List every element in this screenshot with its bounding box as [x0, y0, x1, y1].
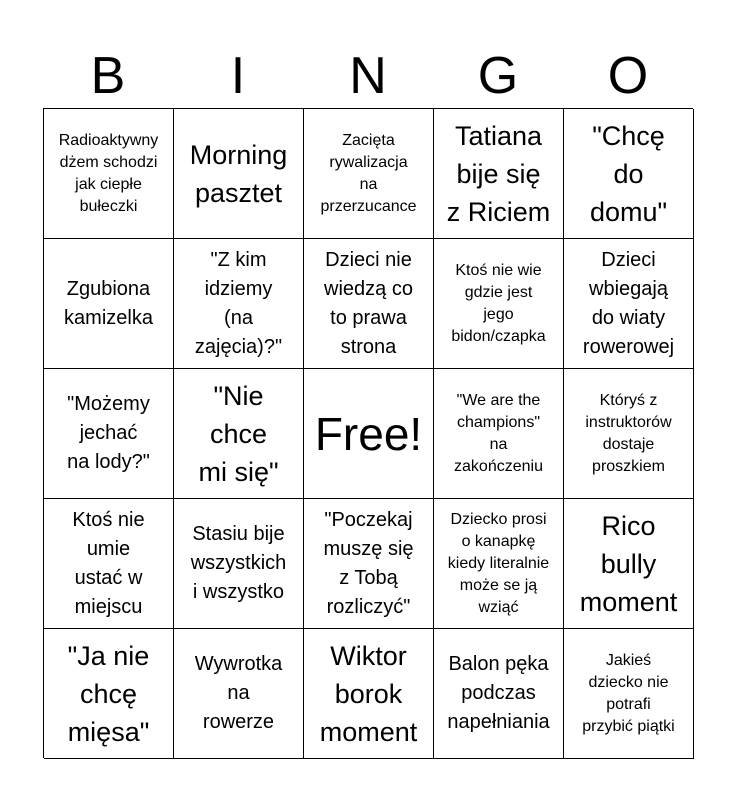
bingo-cell-label: Tatiana bije się z Riciem — [446, 120, 551, 227]
bingo-cell-label: Ktoś nie wie gdzie jest jego bidon/czapka — [451, 261, 546, 345]
bingo-cell-label: Rico bully moment — [579, 510, 678, 617]
bingo-cell-label: Zacięta rywalizacja na przerzucance — [320, 131, 417, 215]
bingo-cell-label: Radioaktywny dżem schodzi jak ciepłe bułeczki — [58, 131, 159, 215]
bingo-cell-label: Dziecko prosi o kanapkę kiedy literalnie może se ją wziąć — [447, 510, 550, 616]
bingo-cell[interactable] — [174, 369, 304, 499]
bingo-cell[interactable] — [304, 239, 434, 369]
bingo-cell-label: "We are the champions" na zakończeniu — [454, 391, 543, 475]
bingo-cell[interactable] — [304, 109, 434, 239]
bingo-cell[interactable] — [174, 109, 304, 239]
bingo-cell-label: Ktoś nie umie ustać w miejscu — [72, 508, 145, 618]
bingo-cell-label: Wywrotka na rowerze — [194, 653, 283, 733]
bingo-cell-label: Jakieś dziecko nie potrafi przybić piątki — [582, 651, 675, 735]
bingo-cell-label: Stasiu bije wszystkich i wszystko — [190, 523, 287, 603]
bingo-cell-label: "Nie chce mi się" — [198, 380, 279, 487]
bingo-cell[interactable] — [564, 239, 694, 369]
bingo-cell[interactable] — [564, 499, 694, 629]
header-letter-i: I — [230, 47, 246, 105]
bingo-cell[interactable] — [174, 499, 304, 629]
bingo-cell[interactable] — [434, 369, 564, 499]
bingo-cell[interactable] — [44, 239, 174, 369]
header-letter-g: G — [477, 47, 519, 105]
bingo-cell[interactable] — [44, 499, 174, 629]
bingo-cell-label: "Chcę do domu" — [589, 120, 668, 227]
bingo-cell[interactable] — [304, 499, 434, 629]
bingo-cell-label: "Poczekaj muszę się z Tobą rozliczyć" — [323, 508, 414, 618]
bingo-cell[interactable] — [44, 369, 174, 499]
bingo-cell-free[interactable] — [304, 369, 434, 499]
bingo-cell[interactable] — [174, 239, 304, 369]
bingo-cell[interactable] — [44, 629, 174, 759]
bingo-cell[interactable] — [304, 629, 434, 759]
bingo-board — [43, 108, 693, 758]
header-letter-n: N — [349, 47, 387, 105]
bingo-cell-label: Morning pasztet — [189, 139, 288, 208]
bingo-cell[interactable] — [174, 629, 304, 759]
bingo-cell-label: Dzieci wbiegają do wiaty rowerowej — [582, 248, 675, 358]
header-letter-o: O — [607, 47, 649, 105]
bingo-cell[interactable] — [434, 499, 564, 629]
bingo-cell-label: Wiktor borok moment — [319, 640, 418, 747]
bingo-cell[interactable] — [564, 369, 694, 499]
bingo-cell-label: Balon pęka podczas napełniania — [447, 653, 550, 733]
bingo-cell-label: "Z kim idziemy (na zajęcia)?" — [194, 248, 283, 358]
bingo-cell[interactable] — [434, 629, 564, 759]
bingo-cell[interactable] — [44, 109, 174, 239]
bingo-cell[interactable] — [434, 109, 564, 239]
header-letter-b: B — [90, 47, 126, 105]
bingo-cell-label: Free! — [314, 407, 423, 460]
bingo-cell-label: Dzieci nie wiedzą co to prawa strona — [324, 248, 413, 358]
bingo-header — [43, 46, 693, 106]
bingo-cell-label: "Możemy jechać na lody?" — [67, 393, 150, 473]
bingo-cell[interactable] — [434, 239, 564, 369]
bingo-cell-label: Któryś z instruktorów dostaje proszkiem — [585, 391, 672, 475]
bingo-cell-label: Zgubiona kamizelka — [64, 277, 153, 329]
bingo-cell-label: "Ja nie chcę mięsa" — [67, 640, 150, 747]
bingo-cell[interactable] — [564, 109, 694, 239]
bingo-cell[interactable] — [564, 629, 694, 759]
